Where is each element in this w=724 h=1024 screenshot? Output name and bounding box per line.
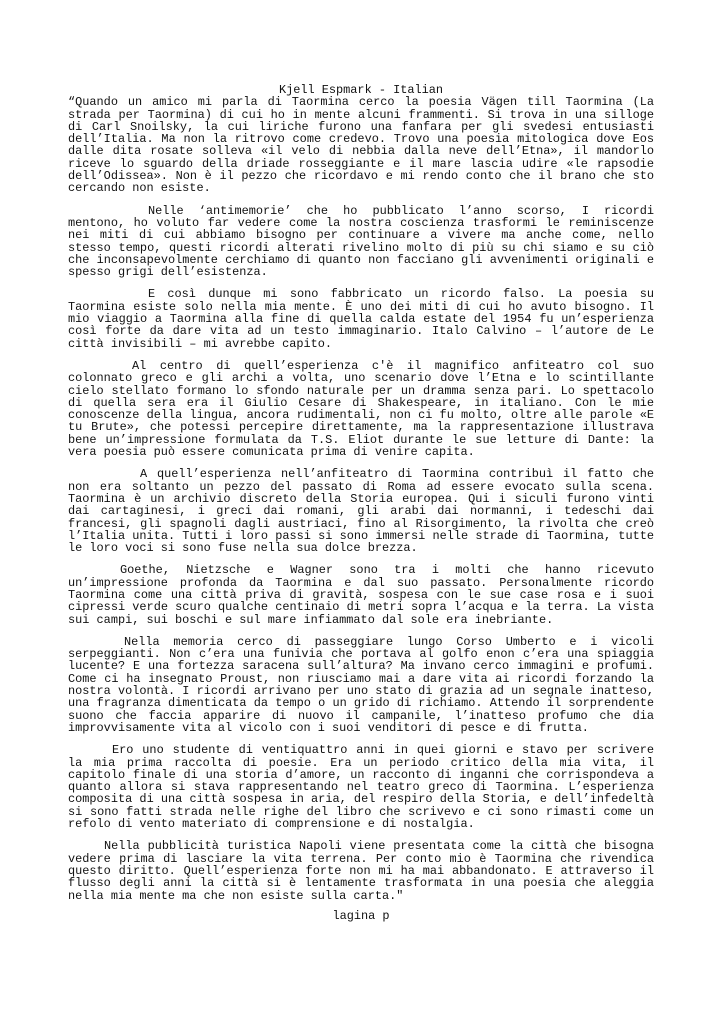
paragraph: A quell’esperienza nell’anfiteatro di Taormina contribuì il fatto che non era soltanto un pezzo del passato di Roma ad essere evocato sulla scena. Taormina è un archivio discreto della Storia europea. Qui i siculi furono vinti dai cartaginesi, i greci dai romani, gli arabi dai normanni, i tedeschi dai francesi, gli spagnoli dagli austriaci, fino al Risorgimento, la rivolta che creò l’Italia unita. Tutti i loro passi si sono immersi nelle strade di Taormina, tutte le loro voci si sono fuse nella sua dolce brezza. <box>68 467 654 556</box>
paragraph: Nella memoria cerco di passeggiare lungo Corso Umberto e i vicoli serpeggianti. Non c’era una funivia che portava al golfo enon c’era una spiaggia lucente? E una fortezza saracena sull’altura? Ma invano cerco immagini e profumi. Come ci ha insegnato Proust, non riusciamo mai a dare vita ai ricordi forzando la nostra volontà. I ricordi arrivano per uno stato di grazia ad un segnale inatteso, una fragranza dimenticata da tempo o un grido di richiamo. Attendo il sorprendente suono che faccia apparire di nuovo il campanile, l’inatteso profumo che dia improvvisamente vita al vicolo con i suoi venditori di pesce e di frutta. <box>68 634 654 735</box>
page-footer: lagina p <box>332 908 390 923</box>
document-body <box>68 96 654 902</box>
document-page <box>68 84 654 934</box>
paragraph: Goethe, Nietzsche e Wagner sono tra i molti che hanno ricevuto un’impressione profonda da Taormina e dal suo passato. Personalmente ricordo Taormina come una città priva di gravità, sospesa con le sue case rosa e i suoi cipressi verde scuro qualche centinaio di metri sopra l’acqua e la terra. La vista sui campi, sui boschi e sul mare infiammato dal sole era inebriante. <box>68 563 654 627</box>
paragraph: Ero uno studente di ventiquattro anni in quei giorni e stavo per scrivere la mia prima raccolta di poesie. Era un periodo critico della mia vita, il capitolo finale di una storia d’amore, un racconto di inganni che corrispondeva a quanto allora si stava rappresentando nel teatro greco di Taormina. L’esperienza composita di una città sospesa in aria, del respiro della Storia, e dell’infedeltà si sono fatti strada nelle righe del libro che scrivevo e ci sono rimasti come un refolo di vento materiato di comprensione e di nostalgia. <box>68 743 654 832</box>
paragraph: E così dunque mi sono fabbricato un ricordo falso. La poesia su Taormina esiste solo nella mia mente. È uno dei miti di cui ho avuto bisogno. Il mio viaggio a Taormina alla fine di quella calda estate del 1954 fu un’esperienza così forte da dare vita ad un testo immaginario. Italo Calvino – l’autore de Le città invisibili – mi avrebbe capito. <box>68 287 654 351</box>
paragraph: Nella pubblicità turistica Napoli viene presentata come la città che bisogna vedere prima di lasciare la vita terrena. Per conto mio è Taormina che rivendica questo diritto. Quell’esperienza forte non mi ha mai abbandonato. E attraverso il flusso degli anni la città si è lentamente trasformata in una poesia che aleggia nella mia mente ma che non esiste sulla carta." <box>68 839 654 903</box>
paragraph: “Quando un amico mi parla di Taormina cerco la poesia Vägen till Taormina (La strada per Taormina) di cui ho in mente alcuni frammenti. Si trova in una silloge di Carl Snoilsky, la cui liriche furono una fanfara per gli svedesi entusiasti dell’Italia. Ma non la ritrovo come credevo. Trovo una poesia mitologica dove Eos dalle dita rosate solleva «il velo di nebbia dalla neve dell’Etna», il mandorlo riceve lo sguardo della driade rosseggiante e il mare lascia udire «le rapsodie dell’Odissea». Non è il pezzo che ricordavo e mi rendo conto che il brano che sto cercando non esiste. <box>68 95 654 196</box>
document-title: Kjell Espmark - Italian <box>278 83 444 97</box>
paragraph: Al centro di quell’esperienza c'è il magnifico anfiteatro col suo colonnato greco e gli archi a volta, uno scenario dove l’Etna e lo scintillante cielo stellato formano lo sfondo naturale per un dramma senza pari. Lo spettacolo di quella sera era il Giulio Cesare di Shakespeare, in italiano. Con le mie conoscenze della lingua, ancora rudimentali, non ci fu molto, oltre alle parole «E tu Brute», che potessi percepire direttamente, ma la rappresentazione illustrava bene un’impressione formulata da T.S. Eliot durante le sue letture di Dante: la vera poesia può essere comunicata prima di venire capita. <box>68 358 654 460</box>
paragraph: Nelle ‘antimemorie’ che ho pubblicato l’anno scorso, I ricordi mentono, ho voluto far vedere come la nostra coscienza trasformi le reminiscenze nei miti di cui abbiamo bisogno per continuare a vivere ma anche come, nello stesso tempo, questi ricordi alterati rivelino molto di più su chi siamo e su ciò che inconsapevolmente cerchiamo di quanto non facciano gli avvenimenti originali e spesso grigi dell’esistenza. <box>68 203 654 280</box>
